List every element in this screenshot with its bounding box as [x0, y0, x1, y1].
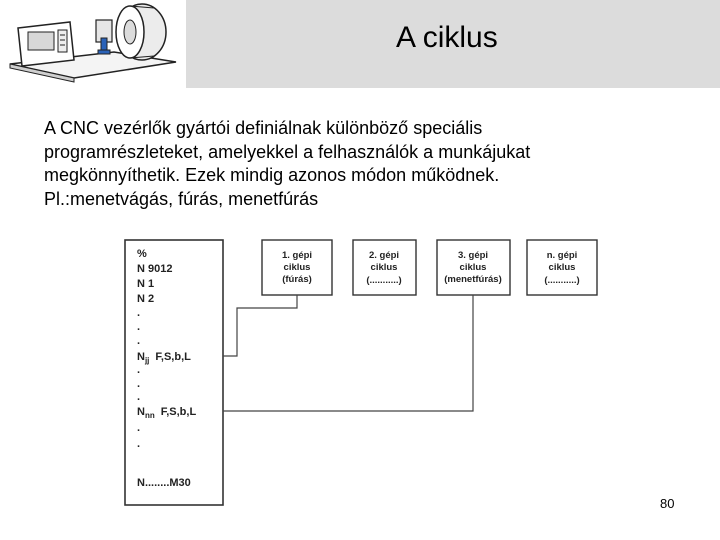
program-line: N 2 — [137, 293, 155, 305]
body-line: A CNC vezérlők gyártói definiálnak különböző speciális — [44, 118, 483, 138]
program-line: . — [137, 391, 141, 403]
cycle-n-type: (...........) — [544, 275, 580, 286]
program-call-nn: $N_{nn}$ F,S,b,L — [137, 406, 197, 420]
cycle-1-label: ciklus — [283, 262, 311, 273]
program-line: . — [137, 378, 141, 390]
body-line: megkönnyíthetik. Ezek mindig azonos módon működnek. — [44, 165, 500, 185]
program-line: . — [137, 422, 141, 434]
program-line: . — [137, 438, 141, 450]
cycle-2-label: ciklus — [370, 262, 398, 273]
program-line: N 9012 — [137, 263, 173, 275]
program-line: . — [137, 335, 141, 347]
cycle-1-title: 1. gépi — [281, 250, 313, 261]
program-line: N 1 — [137, 278, 155, 290]
program-line: . — [137, 307, 141, 319]
body-line: programrészleteket, amelyekkel a felhasználók a munkájukat — [44, 141, 531, 162]
cycle-3-type: (menetfúrás) — [444, 274, 502, 285]
cycle-n-title: n. gépi — [546, 250, 578, 261]
program-line: % — [137, 248, 147, 260]
cycle-3-title: 3. gépi — [457, 250, 489, 261]
program-line: . — [137, 364, 141, 376]
cycle-3-label: ciklus — [459, 262, 487, 273]
connector-call-jj-to-cycle-1 — [223, 295, 297, 356]
program-call-jj: $N_{jj}$ F,S,b,L — [137, 351, 191, 365]
page-number: 80 — [660, 496, 675, 511]
cycle-n-label: ciklus — [548, 262, 576, 273]
slide-title: A ciklus — [396, 21, 498, 54]
connector-call-nn-to-cycle-3 — [223, 295, 473, 411]
cycle-2-type: (...........) — [366, 275, 402, 286]
cycle-2-title: 2. gépi — [368, 250, 400, 261]
cycle-1-type: (fúrás) — [282, 274, 312, 285]
body-line: Pl.:menetvágás, fúrás, menetfúrás — [44, 188, 319, 209]
program-line: . — [137, 321, 141, 333]
program-line: N........M30 — [137, 477, 191, 489]
